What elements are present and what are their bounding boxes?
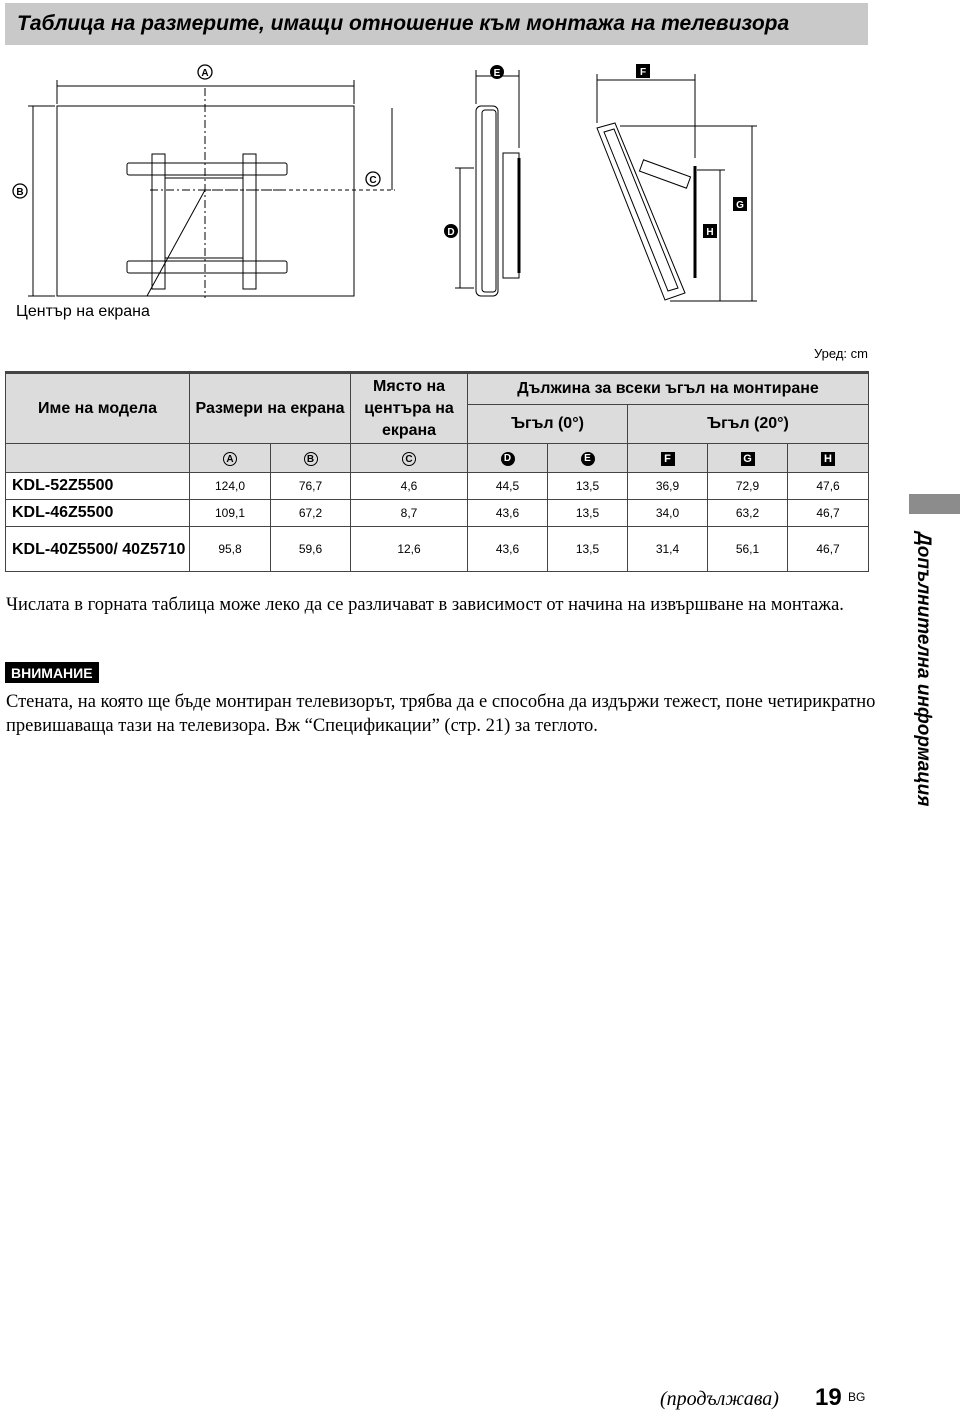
mounting-diagram (0, 48, 960, 318)
header-model: Име на модела (6, 373, 190, 444)
col-letter-h: H (821, 452, 835, 466)
cell-e: 13,5 (548, 473, 628, 500)
section-title: Таблица на размерите, имащи отношение към монтажа на телевизора (17, 12, 790, 35)
cell-c: 4,6 (351, 473, 468, 500)
cell-a: 109,1 (190, 500, 271, 527)
dimensions-table (5, 371, 869, 572)
cell-h: 47,6 (788, 473, 869, 500)
col-letter-d: D (501, 452, 515, 466)
label-e: E (493, 68, 501, 79)
cell-e: 13,5 (548, 527, 628, 572)
model-name: KDL-46Z5500 (6, 500, 190, 527)
cell-a: 95,8 (190, 527, 271, 572)
cell-g: 56,1 (708, 527, 788, 572)
cell-d: 43,6 (468, 527, 548, 572)
screen-center-label: Център на екрана (16, 303, 150, 320)
continued-label: (продължава) (660, 1388, 779, 1410)
col-letter-c: C (402, 452, 416, 466)
header-length-per-angle: Дължина за всеки ъгъл на монтиране (468, 373, 869, 405)
cell-g: 72,9 (708, 473, 788, 500)
table-note: Числата в горната таблица може леко да се различават в зависимост от начина на извършване на монтажа. (6, 595, 844, 615)
label-b: B (16, 187, 24, 198)
label-a: A (201, 68, 209, 79)
col-letter-a: A (223, 452, 237, 466)
cell-h: 46,7 (788, 500, 869, 527)
col-letter-e: E (581, 452, 595, 466)
cell-a: 124,0 (190, 473, 271, 500)
label-d: D (447, 227, 455, 238)
header-angle-20: Ъгъл (20°) (628, 405, 869, 444)
page-number: 19 (815, 1384, 842, 1411)
side-tab-marker (909, 494, 960, 514)
unit-label: Уред: cm (814, 346, 868, 361)
table-row (6, 473, 869, 500)
cell-c: 12,6 (351, 527, 468, 572)
page-language: BG (848, 1390, 866, 1404)
col-letter-b: B (304, 452, 318, 466)
col-letter-f: F (661, 452, 675, 466)
cell-f: 36,9 (628, 473, 708, 500)
label-f: F (639, 67, 647, 78)
side-section-label: Допълнителна информация (913, 532, 934, 807)
cell-b: 76,7 (271, 473, 351, 500)
cell-g: 63,2 (708, 500, 788, 527)
cell-f: 31,4 (628, 527, 708, 572)
cell-d: 43,6 (468, 500, 548, 527)
header-screen-size: Размери на екрана (190, 373, 351, 444)
cell-b: 67,2 (271, 500, 351, 527)
table-row (6, 500, 869, 527)
warning-text: Стената, на която ще бъде монтиран телевизорът, трябва да е способна да издържи тежест, поне четирикратно превишаваща тази на телевизора. Вж “Спецификации” (стр. 21) за теглото. (6, 692, 876, 736)
header-screen-center: Място на центъра на екрана (351, 373, 468, 444)
model-name: KDL-40Z5500/ 40Z5710 (6, 527, 190, 572)
model-name: KDL-52Z5500 (6, 473, 190, 500)
label-g: G (736, 200, 744, 211)
cell-e: 13,5 (548, 500, 628, 527)
table-row (6, 527, 869, 572)
cell-h: 46,7 (788, 527, 869, 572)
cell-d: 44,5 (468, 473, 548, 500)
cell-b: 59,6 (271, 527, 351, 572)
warning-label: ВНИМАНИЕ (5, 662, 99, 683)
label-h: H (706, 227, 714, 238)
cell-c: 8,7 (351, 500, 468, 527)
col-letter-g: G (741, 452, 755, 466)
section-title-bar (5, 3, 868, 45)
header-angle-0: Ъгъл (0°) (468, 405, 628, 444)
label-c: C (369, 175, 377, 186)
cell-f: 34,0 (628, 500, 708, 527)
